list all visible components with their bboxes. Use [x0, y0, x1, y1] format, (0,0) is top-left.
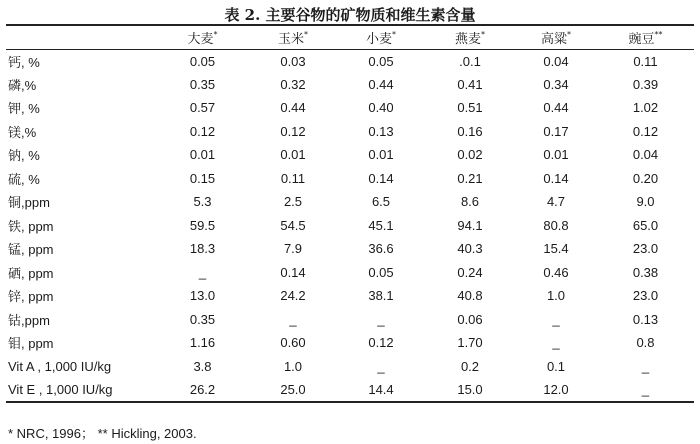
table-row: [6, 378, 694, 402]
table-row: [6, 331, 694, 355]
table-cell: 15.0: [425, 378, 515, 402]
table-cell: 0.01: [189, 147, 216, 163]
table-cell: 6.5: [371, 194, 391, 210]
table-cell: 1.0: [546, 288, 566, 304]
table-cell: 1.16: [189, 335, 216, 351]
table-cell: 0.12: [368, 335, 394, 351]
table-cell: 0.57: [189, 100, 216, 116]
table-cell: 12.0: [515, 378, 597, 402]
table-cell: 1.0: [283, 358, 303, 374]
row-label: Vit E , 1,000 IU/kg: [6, 378, 156, 402]
table-row: [6, 284, 694, 308]
row-label: 镁,%: [8, 124, 37, 140]
table-cell: 26.2: [156, 378, 249, 402]
table-cell: 38.1: [368, 288, 394, 304]
table-row: [6, 143, 694, 167]
header-wheat: 小麦 *: [337, 25, 425, 49]
table-row: [6, 355, 694, 379]
table-cell: 0.01: [368, 147, 394, 163]
table-cell: 0.12: [632, 123, 659, 139]
table-cell: 2.5: [283, 194, 303, 210]
table-cell: 65.0: [632, 217, 659, 233]
table-cell: 0.44: [368, 76, 394, 92]
table-cell: 23.0: [632, 241, 659, 257]
table-cell: 0.12: [189, 123, 216, 139]
table-row: [6, 308, 694, 332]
table-row: [6, 167, 694, 191]
row-label: 锌, ppm: [8, 289, 54, 305]
table-cell: 0.05: [368, 53, 394, 69]
table-cell: 40.8: [457, 288, 483, 304]
table-cell: 0.39: [632, 76, 659, 92]
row-label: 钙, %: [8, 54, 40, 70]
table-cell: 0.01: [543, 147, 569, 163]
row-label: 硫, %: [8, 171, 40, 187]
table-cell: 0.03: [280, 53, 306, 69]
table-cell: 0.14: [280, 264, 306, 280]
table-row: [6, 261, 694, 285]
table-cell: 0.24: [457, 264, 483, 280]
table-row: [6, 49, 694, 73]
table-cell: 36.6: [368, 241, 394, 257]
table-cell: 0.14: [368, 170, 394, 186]
table-cell: 0.12: [280, 123, 306, 139]
table-cell: 0.46: [543, 264, 569, 280]
header-peas: 豌豆 **: [597, 25, 694, 49]
row-label: 锰, ppm: [8, 242, 54, 258]
table-cell: 7.9: [283, 241, 303, 257]
table-cell: 13.0: [189, 288, 216, 304]
table-cell: 0.44: [280, 100, 306, 116]
row-label: 钾, %: [8, 101, 40, 117]
table-cell: 0.1: [546, 358, 566, 374]
table-cell: 0.35: [189, 76, 216, 92]
table-cell: _: [552, 311, 560, 327]
row-label: 铁, ppm: [8, 218, 54, 234]
table-cell: 40.3: [457, 241, 483, 257]
table-title: 表 2. 主要谷物的矿物质和维生素含量: [224, 6, 476, 24]
table-cell: 0.04: [543, 53, 569, 69]
table-cell: _: [377, 358, 385, 374]
table-cell: 0.32: [280, 76, 306, 92]
table-cell: 0.05: [368, 264, 394, 280]
table-cell: 23.0: [632, 288, 659, 304]
table-cell: 59.5: [189, 217, 216, 233]
table-cell: 4.7: [546, 194, 566, 210]
table-cell: 0.17: [543, 123, 569, 139]
table-cell: _: [198, 264, 207, 280]
table-cell: 25.0: [249, 378, 337, 402]
table-cell: 8.6: [460, 194, 480, 210]
mineral-vitamin-table: [6, 24, 694, 403]
table-cell: 0.06: [457, 311, 483, 327]
table-cell: 0.11: [280, 170, 306, 186]
table-cell: 0.05: [189, 53, 216, 69]
table-cell: 24.2: [280, 288, 306, 304]
table-cell: 0.14: [543, 170, 569, 186]
table-cell: _: [597, 378, 694, 402]
table-cell: 0.51: [457, 100, 483, 116]
row-label: 钠, %: [8, 148, 40, 164]
table-cell: 0.01: [280, 147, 306, 163]
table-row: [6, 214, 694, 238]
table-row: [6, 190, 694, 214]
table-cell: 1.02: [632, 100, 659, 116]
table-cell: 80.8: [543, 217, 569, 233]
table-cell: 0.38: [632, 264, 659, 280]
table-row: [6, 120, 694, 144]
header-nutrient: [6, 25, 156, 49]
row-label: 钴,ppm: [8, 312, 50, 328]
footnote: * NRC, 1996； ** Hickling, 2003.: [8, 426, 197, 441]
table-cell: 0.2: [460, 358, 480, 374]
table-cell: 0.44: [543, 100, 569, 116]
table-cell: 0.16: [457, 123, 483, 139]
table-cell: 1.70: [457, 335, 483, 351]
table-cell: 0.13: [368, 123, 394, 139]
row-label: Vit A , 1,000 IU/kg: [8, 358, 112, 374]
table-cell: 0.21: [457, 170, 483, 186]
table-cell: 9.0: [636, 194, 655, 210]
table-cell: 0.34: [543, 76, 569, 92]
table-row: [6, 73, 694, 97]
row-label: 铜,ppm: [8, 195, 50, 211]
table-cell: _: [289, 311, 297, 327]
table-cell: 0.13: [632, 311, 659, 327]
table-cell: 0.11: [633, 53, 658, 69]
table-cell: .0.1: [459, 53, 481, 69]
table-cell: 0.41: [457, 76, 483, 92]
row-label: 钼, ppm: [8, 336, 54, 352]
table-cell: _: [377, 311, 385, 327]
table-cell: 54.5: [280, 217, 306, 233]
table-cell: 0.8: [636, 335, 655, 351]
header-oats: 燕麦 *: [425, 25, 515, 49]
header-barley: 大麦 *: [156, 25, 249, 49]
table-cell: 18.3: [189, 241, 216, 257]
table-cell: _: [552, 335, 560, 351]
table-row: [6, 96, 694, 120]
header-row: [6, 25, 694, 49]
table-cell: 5.3: [193, 194, 212, 210]
table-row: [6, 237, 694, 261]
table-body: [6, 49, 694, 402]
row-label: 硒, ppm: [8, 265, 54, 281]
row-label: 磷,%: [8, 77, 37, 93]
table-cell: 0.04: [632, 147, 659, 163]
table-cell: 0.35: [189, 311, 216, 327]
table-cell: _: [641, 358, 650, 374]
table-cell: 3.8: [193, 358, 212, 374]
table-cell: 45.1: [368, 217, 394, 233]
table-cell: 94.1: [457, 217, 483, 233]
table-cell: 0.40: [368, 100, 394, 116]
table-cell: 0.02: [457, 147, 483, 163]
table-cell: 14.4: [337, 378, 425, 402]
table-cell: 0.20: [632, 170, 659, 186]
table-cell: 15.4: [543, 241, 569, 257]
table-cell: 0.60: [280, 335, 306, 351]
header-corn: 玉米 *: [249, 25, 337, 49]
table-cell: 0.15: [189, 170, 216, 186]
header-sorghum: 高粱 *: [515, 25, 597, 49]
